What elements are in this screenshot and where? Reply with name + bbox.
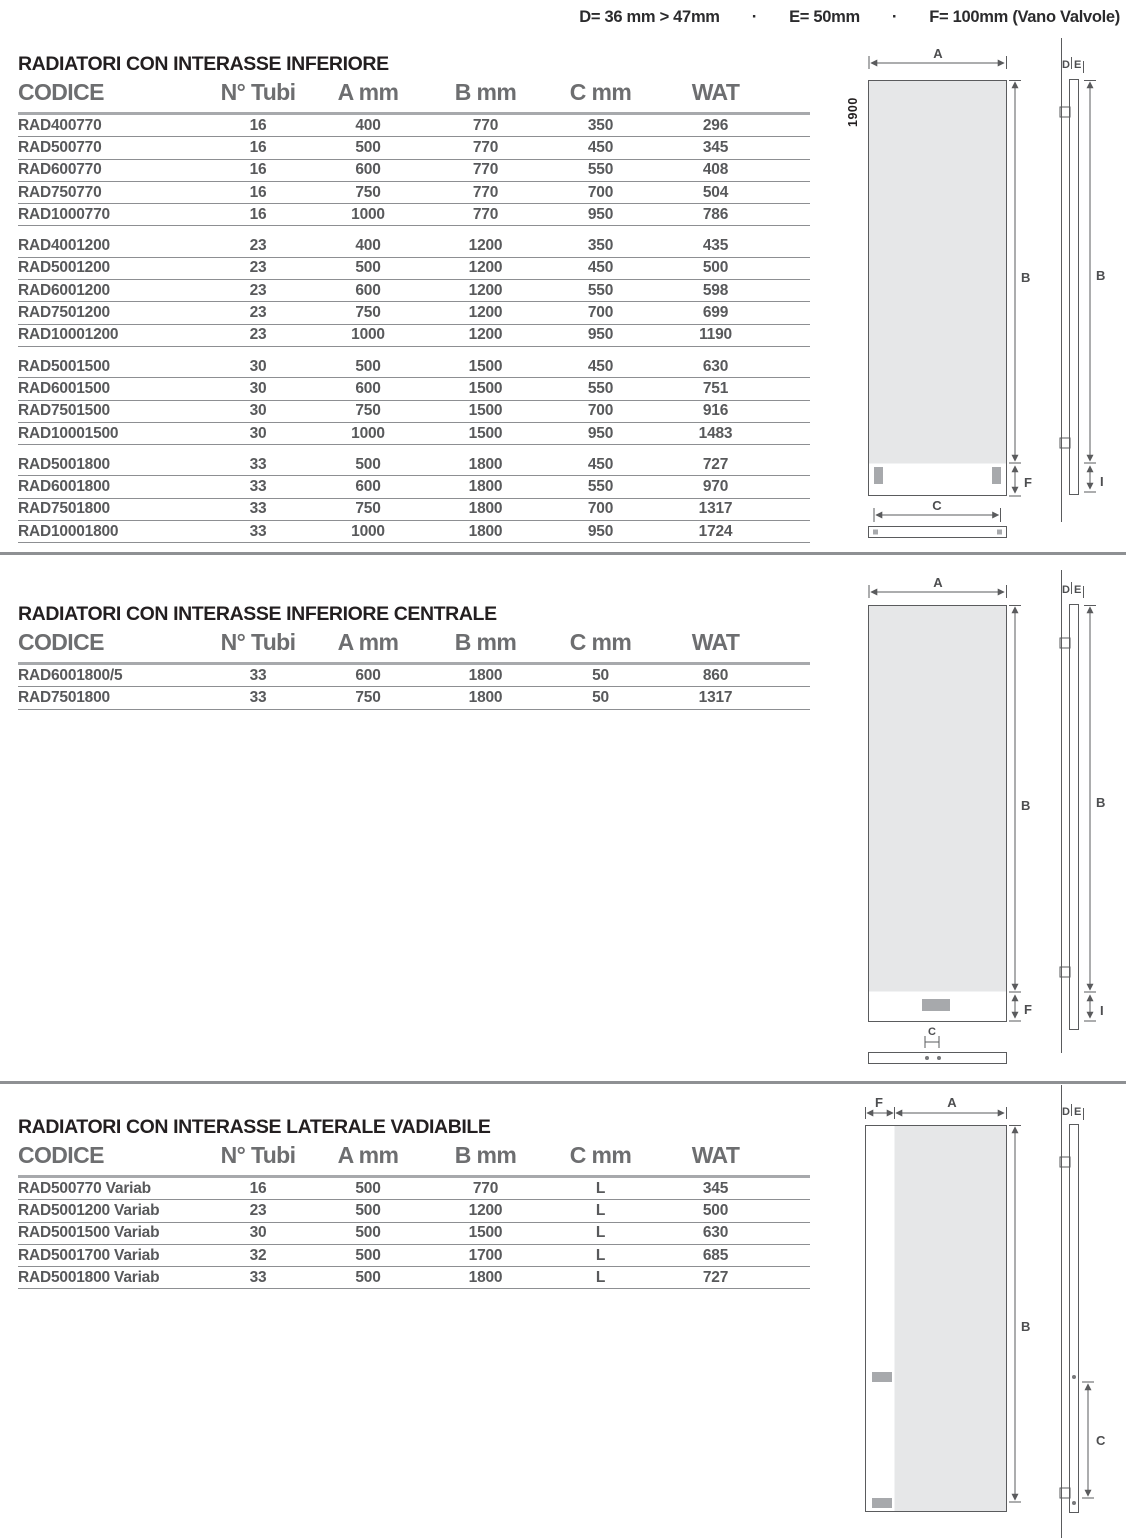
cell-value: 16 bbox=[249, 161, 267, 179]
cell-codice: RAD4001200 bbox=[18, 237, 110, 255]
legend-item-d: D= 36 mm > 47mm bbox=[579, 7, 720, 26]
side-connection-lower bbox=[1072, 1501, 1076, 1505]
cell-value: 750 bbox=[355, 402, 381, 420]
table-row bbox=[18, 665, 810, 687]
cell-value: 1317 bbox=[698, 500, 733, 518]
row-group bbox=[18, 454, 810, 543]
cell-codice: RAD6001200 bbox=[18, 281, 110, 299]
dim-a bbox=[895, 1095, 1007, 1119]
cell-value: 1800 bbox=[468, 522, 503, 540]
dim-label-b: B bbox=[1021, 1319, 1031, 1334]
row-group bbox=[18, 235, 810, 346]
cell-codice: RAD6001800 bbox=[18, 478, 110, 496]
cell-value: 727 bbox=[702, 455, 729, 473]
radiator-side-profile bbox=[1070, 80, 1079, 495]
bottom-view bbox=[869, 1053, 1007, 1064]
table-row bbox=[18, 1245, 810, 1267]
bottom-connector-dot bbox=[925, 1056, 929, 1060]
column-header-codice: CODICE bbox=[18, 1142, 104, 1168]
cell-value: 450 bbox=[587, 259, 614, 277]
table-row bbox=[18, 454, 810, 476]
cell-value: 32 bbox=[249, 1246, 267, 1264]
cell-value: 770 bbox=[472, 138, 499, 156]
cell-codice: RAD7501800 bbox=[18, 688, 110, 706]
cell-value: 408 bbox=[702, 161, 729, 179]
connector-lateral-upper bbox=[872, 1372, 892, 1382]
cell-value: 600 bbox=[355, 666, 381, 684]
section-interasse-inferiore bbox=[18, 53, 810, 543]
cell-codice: RAD10001200 bbox=[18, 326, 119, 344]
side-view bbox=[1060, 38, 1105, 522]
dim-c bbox=[874, 498, 1001, 522]
cell-value: L bbox=[595, 1179, 606, 1197]
cell-value: 33 bbox=[249, 455, 267, 473]
cell-value: L bbox=[595, 1268, 606, 1286]
cell-value: 630 bbox=[702, 357, 729, 375]
cell-value: 1000 bbox=[351, 205, 385, 223]
cell-value: 630 bbox=[702, 1224, 729, 1242]
cell-value: 750 bbox=[355, 183, 381, 201]
section-divider bbox=[0, 552, 1126, 555]
dim-label-f: F bbox=[875, 1095, 883, 1110]
column-header-cmm: C mm bbox=[569, 629, 632, 655]
table-row bbox=[18, 325, 810, 347]
cell-value: 1800 bbox=[468, 1268, 503, 1286]
column-header-bmm: B mm bbox=[454, 629, 517, 655]
cell-codice: RAD6001800/5 bbox=[18, 666, 123, 684]
table-row bbox=[18, 687, 810, 709]
cell-value: 550 bbox=[587, 281, 614, 299]
cell-value: 1800 bbox=[468, 666, 503, 684]
cell-value: 500 bbox=[355, 1201, 381, 1219]
legend-separator-dot: · bbox=[751, 7, 758, 26]
cell-value: 950 bbox=[587, 522, 614, 540]
dim-label-c: C bbox=[1096, 1433, 1106, 1448]
cell-value: 450 bbox=[587, 357, 614, 375]
cell-value: 23 bbox=[249, 304, 267, 322]
dim-label-d: D bbox=[1062, 59, 1070, 71]
cell-codice: RAD6001500 bbox=[18, 379, 110, 397]
cell-value: 1500 bbox=[468, 357, 503, 375]
column-header-amm: A mm bbox=[337, 79, 399, 105]
side-view bbox=[1060, 570, 1105, 1053]
section-title: RADIATORI CON INTERASSE INFERIORE bbox=[18, 53, 389, 75]
bottom-connector-dot bbox=[937, 1056, 941, 1060]
column-header-ntubi: N° Tubi bbox=[220, 79, 296, 105]
cell-value: 30 bbox=[249, 379, 267, 397]
cell-value: 345 bbox=[702, 138, 729, 156]
dim-f bbox=[866, 1095, 894, 1119]
table-row bbox=[18, 356, 810, 378]
cell-codice: RAD500770 Variab bbox=[18, 1179, 151, 1197]
cell-value: 1500 bbox=[468, 379, 503, 397]
cell-value: 23 bbox=[249, 326, 267, 344]
cell-value: 600 bbox=[355, 281, 381, 299]
cell-value: 970 bbox=[702, 478, 729, 496]
table-row bbox=[18, 137, 810, 159]
dimension-legend bbox=[0, 7, 1120, 27]
cell-codice: RAD5001800 bbox=[18, 455, 110, 473]
dim-f bbox=[1009, 466, 1032, 496]
bottom-connector-right bbox=[997, 530, 1002, 535]
cell-value: 1200 bbox=[468, 237, 503, 255]
cell-value: 600 bbox=[355, 478, 381, 496]
radiator-panel-fill bbox=[869, 606, 1007, 992]
cell-codice: RAD5001500 bbox=[18, 357, 110, 375]
column-header-codice: CODICE bbox=[18, 79, 104, 105]
cell-value: 1500 bbox=[468, 402, 503, 420]
cell-value: 700 bbox=[587, 402, 614, 420]
table-row bbox=[18, 378, 810, 400]
cell-value: 500 bbox=[355, 1179, 381, 1197]
cell-value: 500 bbox=[355, 138, 381, 156]
cell-value: 950 bbox=[587, 424, 614, 442]
cell-codice: RAD400770 bbox=[18, 116, 102, 134]
cell-value: 33 bbox=[249, 666, 267, 684]
dim-label-d: D bbox=[1062, 584, 1070, 596]
column-header-amm: A mm bbox=[337, 629, 399, 655]
cell-value: 600 bbox=[355, 161, 381, 179]
table-row bbox=[18, 1223, 810, 1245]
dim-b-side bbox=[1084, 81, 1105, 464]
row-group bbox=[18, 665, 810, 710]
side-view bbox=[1060, 1085, 1106, 1538]
cell-value: 1800 bbox=[468, 478, 503, 496]
dim-a bbox=[869, 46, 1007, 69]
cell-value: 345 bbox=[702, 1179, 729, 1197]
cell-value: 400 bbox=[355, 237, 381, 255]
cell-value: 1483 bbox=[698, 424, 733, 442]
cell-codice: RAD7501500 bbox=[18, 402, 110, 420]
cell-codice: RAD5001500 Variab bbox=[18, 1224, 160, 1242]
cell-value: 500 bbox=[702, 259, 729, 277]
radiator-side-profile bbox=[1070, 1125, 1079, 1513]
dim-i bbox=[1084, 995, 1104, 1021]
cell-value: 50 bbox=[592, 688, 609, 706]
cell-value: 751 bbox=[702, 379, 729, 397]
dim-b-front bbox=[1009, 81, 1030, 464]
cell-value: 750 bbox=[355, 688, 381, 706]
cell-value: 550 bbox=[587, 161, 614, 179]
row-group bbox=[18, 115, 810, 226]
diagram-radiator-inferiore-centrale bbox=[830, 565, 1126, 1079]
cell-value: 16 bbox=[249, 1179, 267, 1197]
cell-value: 685 bbox=[702, 1246, 729, 1264]
cell-value: 727 bbox=[702, 1268, 729, 1286]
cell-value: L bbox=[595, 1201, 606, 1219]
cell-value: 400 bbox=[355, 116, 381, 134]
cell-value: 550 bbox=[587, 379, 614, 397]
column-header-ntubi: N° Tubi bbox=[220, 1142, 296, 1168]
diagram-radiator-laterale-variabile bbox=[830, 1085, 1126, 1538]
cell-value: 23 bbox=[249, 237, 267, 255]
cell-value: 699 bbox=[702, 304, 729, 322]
dim-label-e: E bbox=[1074, 1106, 1082, 1118]
cell-value: 700 bbox=[587, 500, 614, 518]
table-row bbox=[18, 1200, 810, 1222]
cell-codice: RAD750770 bbox=[18, 183, 102, 201]
connector-left bbox=[874, 467, 883, 484]
cell-value: 770 bbox=[472, 205, 499, 223]
side-connection-upper bbox=[1072, 1375, 1076, 1379]
cell-codice: RAD500770 bbox=[18, 138, 102, 156]
dim-label-i: I bbox=[1100, 474, 1104, 489]
cell-value: 23 bbox=[249, 1201, 267, 1219]
cell-value: 500 bbox=[702, 1201, 729, 1219]
cell-value: 916 bbox=[702, 402, 729, 420]
cell-value: 30 bbox=[249, 424, 267, 442]
cell-value: 1000 bbox=[351, 522, 385, 540]
cell-value: 16 bbox=[249, 183, 267, 201]
table-row bbox=[18, 401, 810, 423]
dim-label-f: F bbox=[1024, 475, 1032, 490]
bottom-connector-left bbox=[873, 530, 878, 535]
cell-value: 33 bbox=[249, 478, 267, 496]
cell-codice: RAD600770 bbox=[18, 161, 102, 179]
column-header-wat: WAT bbox=[691, 1142, 740, 1168]
cell-value: 1200 bbox=[468, 1201, 503, 1219]
cell-value: 16 bbox=[249, 138, 267, 156]
row-group bbox=[18, 356, 810, 445]
dim-d-e bbox=[1062, 582, 1084, 598]
cell-value: 770 bbox=[472, 116, 499, 134]
cell-value: 30 bbox=[249, 1224, 267, 1242]
table-row bbox=[18, 423, 810, 445]
cell-value: 296 bbox=[702, 116, 729, 134]
dim-b-side bbox=[1084, 606, 1105, 993]
table-header-row bbox=[18, 1142, 810, 1178]
cell-codice: RAD1000770 bbox=[18, 205, 110, 223]
table-row bbox=[18, 1267, 810, 1289]
cell-value: L bbox=[595, 1224, 606, 1242]
cell-value: 23 bbox=[249, 259, 267, 277]
cell-value: 350 bbox=[587, 116, 614, 134]
cell-value: 1700 bbox=[468, 1246, 503, 1264]
table-row bbox=[18, 235, 810, 257]
dim-b-front bbox=[1009, 1126, 1030, 1503]
cell-value: 450 bbox=[587, 455, 614, 473]
cell-value: 500 bbox=[355, 1224, 381, 1242]
column-header-codice: CODICE bbox=[18, 629, 104, 655]
table-row bbox=[18, 476, 810, 498]
cell-value: 750 bbox=[355, 500, 381, 518]
radiator-panel-fill bbox=[869, 81, 1007, 464]
dim-a bbox=[869, 575, 1007, 598]
dim-label-e: E bbox=[1074, 584, 1082, 596]
cell-value: 500 bbox=[355, 1246, 381, 1264]
cell-value: 1200 bbox=[468, 281, 503, 299]
cell-value: 770 bbox=[472, 161, 499, 179]
cell-value: 23 bbox=[249, 281, 267, 299]
cell-value: 16 bbox=[249, 205, 267, 223]
table-row bbox=[18, 160, 810, 182]
cell-value: 700 bbox=[587, 304, 614, 322]
bottom-view bbox=[869, 527, 1007, 538]
dim-label-b: B bbox=[1096, 795, 1106, 810]
cell-value: 750 bbox=[355, 304, 381, 322]
connector-central bbox=[922, 999, 950, 1011]
table-row bbox=[18, 1178, 810, 1200]
cell-value: 950 bbox=[587, 326, 614, 344]
dim-f bbox=[1009, 995, 1032, 1021]
cell-value: 950 bbox=[587, 205, 614, 223]
connector-lateral-lower bbox=[872, 1498, 892, 1508]
dim-c-small bbox=[925, 1026, 939, 1048]
cell-value: 770 bbox=[472, 1179, 499, 1197]
cell-value: 33 bbox=[249, 688, 267, 706]
cell-value: 435 bbox=[702, 237, 729, 255]
cell-value: 550 bbox=[587, 478, 614, 496]
section-interasse-inferiore-centrale bbox=[18, 603, 810, 710]
cell-codice: RAD5001700 Variab bbox=[18, 1246, 160, 1264]
dim-label-a: A bbox=[933, 575, 943, 590]
cell-value: 16 bbox=[249, 116, 267, 134]
table-row bbox=[18, 115, 810, 137]
cell-value: 598 bbox=[702, 281, 729, 299]
front-view bbox=[846, 46, 1032, 538]
column-header-wat: WAT bbox=[691, 629, 740, 655]
cell-value: 30 bbox=[249, 402, 267, 420]
cell-codice: RAD7501800 bbox=[18, 500, 110, 518]
cell-value: 600 bbox=[355, 379, 381, 397]
dim-i bbox=[1084, 466, 1104, 492]
column-header-ntubi: N° Tubi bbox=[220, 629, 296, 655]
table-row bbox=[18, 521, 810, 543]
diagram-radiator-inferiore bbox=[830, 30, 1126, 552]
dim-label-b: B bbox=[1021, 270, 1031, 285]
column-header-amm: A mm bbox=[337, 1142, 399, 1168]
dim-label-1900: 1900 bbox=[846, 97, 860, 127]
dim-label-a: A bbox=[933, 46, 943, 61]
row-group bbox=[18, 1178, 810, 1289]
dim-label-c: C bbox=[928, 1026, 936, 1038]
cell-value: 1800 bbox=[468, 688, 503, 706]
dim-label-i: I bbox=[1100, 1003, 1104, 1018]
cell-value: 1500 bbox=[468, 424, 503, 442]
cell-value: 786 bbox=[702, 205, 729, 223]
section-interasse-laterale-variabile bbox=[18, 1116, 810, 1289]
table-row bbox=[18, 204, 810, 226]
cell-value: 1724 bbox=[698, 522, 733, 540]
legend-separator-dot: · bbox=[891, 7, 898, 26]
cell-value: 1800 bbox=[468, 500, 503, 518]
section-title: RADIATORI CON INTERASSE LATERALE VADIABILE bbox=[18, 1116, 491, 1138]
cell-value: 860 bbox=[702, 666, 729, 684]
cell-value: 1190 bbox=[699, 326, 732, 344]
cell-codice: RAD5001800 Variab bbox=[18, 1268, 160, 1286]
table-row bbox=[18, 182, 810, 204]
cell-codice: RAD7501200 bbox=[18, 304, 110, 322]
cell-value: 1800 bbox=[468, 455, 503, 473]
cell-value: 504 bbox=[702, 183, 729, 201]
cell-value: 1200 bbox=[468, 326, 503, 344]
legend-item-f: F= 100mm (Vano Valvole) bbox=[929, 7, 1120, 26]
column-header-bmm: B mm bbox=[454, 1142, 517, 1168]
section-divider bbox=[0, 1081, 1126, 1084]
table-row bbox=[18, 499, 810, 521]
dim-label-c: C bbox=[932, 498, 942, 513]
dim-label-d: D bbox=[1062, 1106, 1070, 1118]
cell-codice: RAD10001500 bbox=[18, 424, 119, 442]
radiator-panel-fill bbox=[895, 1126, 1007, 1511]
cell-codice: RAD10001800 bbox=[18, 522, 119, 540]
table-header-row bbox=[18, 79, 810, 115]
connector-right bbox=[992, 467, 1001, 484]
legend-item-e: E= 50mm bbox=[789, 7, 860, 26]
front-view bbox=[866, 1095, 1031, 1512]
cell-value: 350 bbox=[587, 237, 614, 255]
cell-value: 500 bbox=[355, 357, 381, 375]
dim-d-e bbox=[1062, 1104, 1084, 1120]
cell-value: 500 bbox=[355, 259, 381, 277]
cell-value: 500 bbox=[355, 1268, 381, 1286]
cell-value: 1000 bbox=[351, 326, 385, 344]
column-header-cmm: C mm bbox=[569, 79, 632, 105]
cell-value: 700 bbox=[587, 183, 614, 201]
dim-label-e: E bbox=[1074, 59, 1082, 71]
column-header-cmm: C mm bbox=[569, 1142, 632, 1168]
dim-c-side bbox=[1082, 1382, 1106, 1498]
cell-value: 450 bbox=[587, 138, 614, 156]
cell-value: 33 bbox=[249, 500, 267, 518]
cell-value: 50 bbox=[592, 666, 609, 684]
table-header-row bbox=[18, 629, 810, 665]
radiator-side-profile bbox=[1070, 605, 1079, 1030]
dim-d-e bbox=[1062, 57, 1084, 73]
section-title: RADIATORI CON INTERASSE INFERIORE CENTRALE bbox=[18, 603, 497, 625]
cell-value: 1000 bbox=[351, 424, 385, 442]
column-header-wat: WAT bbox=[691, 79, 740, 105]
column-header-bmm: B mm bbox=[454, 79, 517, 105]
table-row bbox=[18, 258, 810, 280]
cell-value: 33 bbox=[249, 522, 267, 540]
dim-label-b: B bbox=[1021, 798, 1031, 813]
cell-codice: RAD5001200 Variab bbox=[18, 1201, 160, 1219]
cell-codice: RAD5001200 bbox=[18, 259, 110, 277]
front-view bbox=[869, 575, 1033, 1064]
cell-value: L bbox=[595, 1246, 606, 1264]
cell-value: 770 bbox=[472, 183, 499, 201]
cell-value: 1200 bbox=[468, 259, 503, 277]
cell-value: 30 bbox=[249, 357, 267, 375]
dim-label-b: B bbox=[1096, 268, 1106, 283]
cell-value: 1500 bbox=[468, 1224, 503, 1242]
dim-label-f: F bbox=[1024, 1002, 1032, 1017]
table-row bbox=[18, 302, 810, 324]
dim-label-a: A bbox=[947, 1095, 957, 1110]
cell-value: 500 bbox=[355, 455, 381, 473]
cell-value: 33 bbox=[249, 1268, 267, 1286]
cell-value: 1200 bbox=[468, 304, 503, 322]
dim-b-front bbox=[1009, 606, 1030, 993]
table-row bbox=[18, 280, 810, 302]
cell-value: 1317 bbox=[698, 688, 733, 706]
